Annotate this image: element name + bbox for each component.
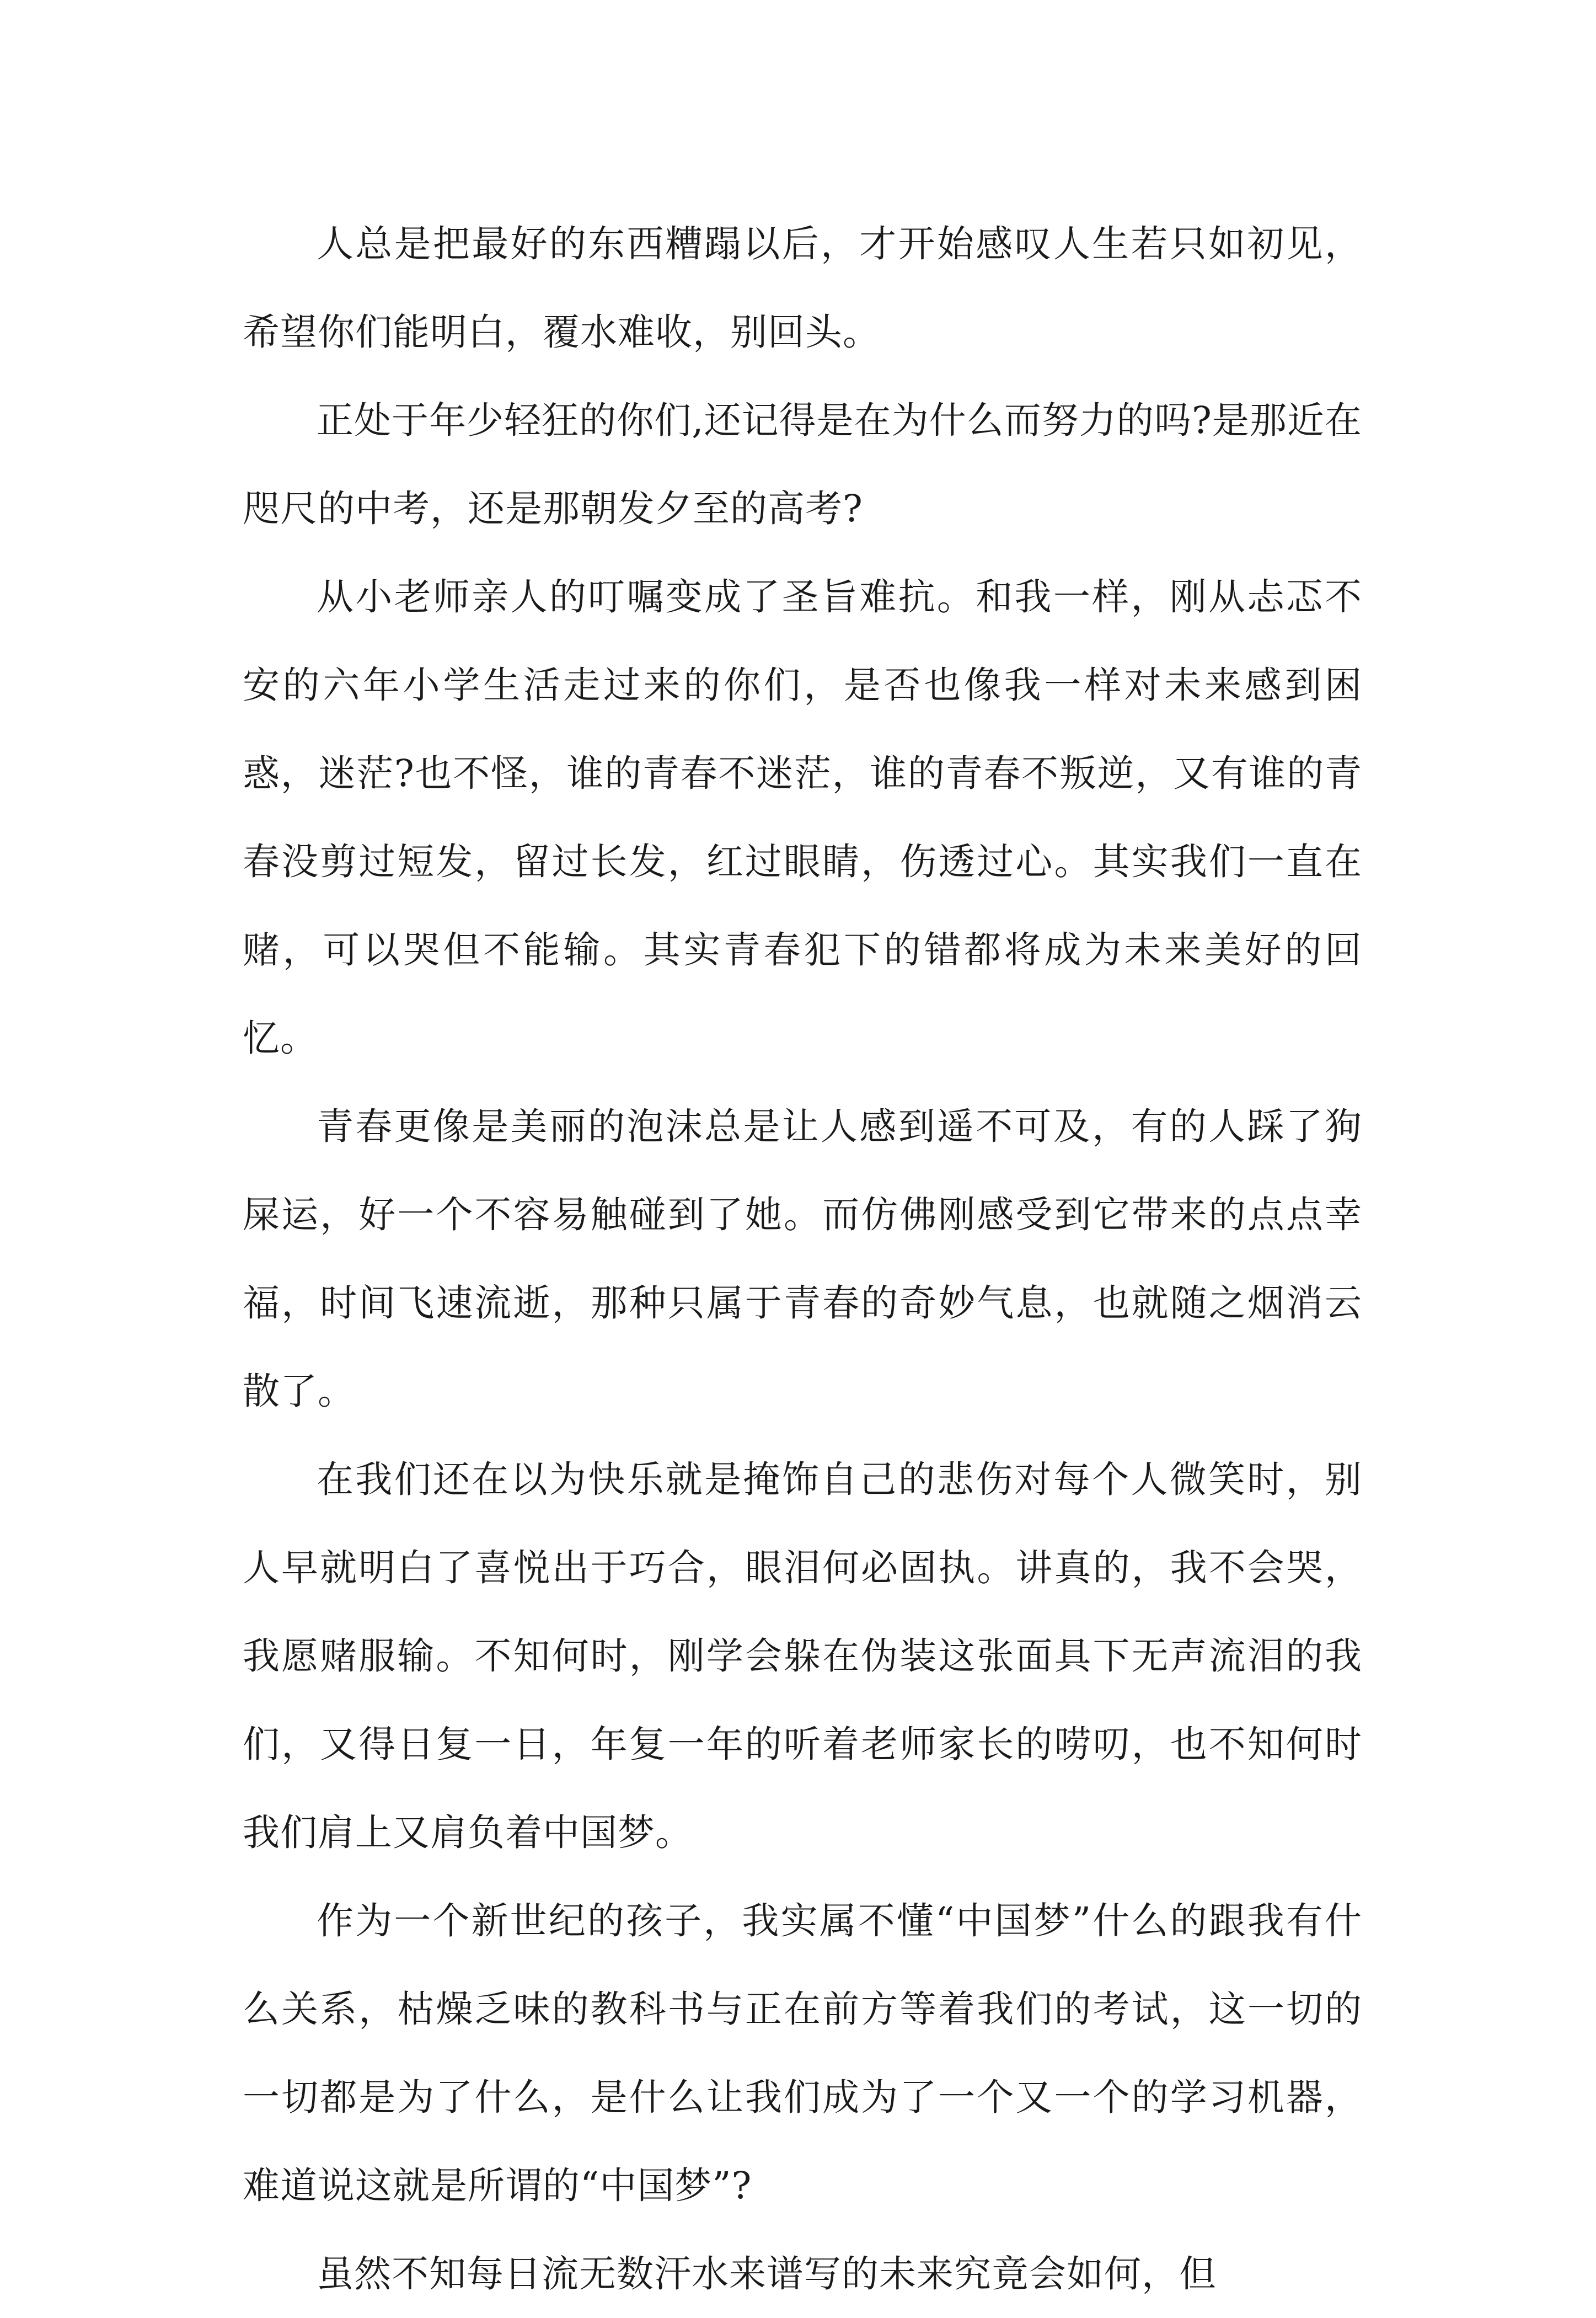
- paragraph: 在我们还在以为快乐就是掩饰自己的悲伤对每个人微笑时，别人早就明白了喜悦出于巧合，眼泪何必固执。讲真的，我不会哭，我愿赌服输。不知何时，刚学会躲在伪装这张面具下无声流泪的我们，又得日复一日，年复一年的听着老师家长的唠叨，也不知何时我们肩上又肩负着中国梦。: [243, 1458, 1362, 1854]
- paragraph: 虽然不知每日流无数汗水来谱写的未来究竟会如何，但: [317, 2252, 1217, 2295]
- paragraph: 青春更像是美丽的泡沫总是让人感到遥不可及，有的人踩了狗屎运，好一个不容易触碰到了她。而仿佛刚感受到它带来的点点幸福，时间飞速流逝，那种只属于青春的奇妙气息，也就随之烟消云散了。: [243, 1105, 1362, 1413]
- document-body: [243, 200, 1362, 2318]
- paragraph: 从小老师亲人的叮嘱变成了圣旨难抗。和我一样，刚从忐忑不安的六年小学生活走过来的你们，是否也像我一样对未来感到困惑，迷茫?也不怪，谁的青春不迷茫，谁的青春不叛逆，又有谁的青春没剪过短发，留过长发，红过眼睛，伤透过心。其实我们一直在赌，可以哭但不能输。其实青春犯下的错都将成为未来美好的回忆。: [243, 575, 1362, 1060]
- paragraph: 人总是把最好的东西糟蹋以后，才开始感叹人生若只如初见，希望你们能明白，覆水难收，别回头。: [243, 222, 1362, 354]
- paragraph: 正处于年少轻狂的你们,还记得是在为什么而努力的吗?是那近在咫尺的中考，还是那朝发夕至的高考?: [243, 399, 1362, 530]
- paragraph: 作为一个新世纪的孩子，我实属不懂“中国梦”什么的跟我有什么关系，枯燥乏味的教科书与正在前方等着我们的考试，这一切的一切都是为了什么，是什么让我们成为了一个又一个的学习机器，难道说这就是所谓的“中国梦”?: [243, 1899, 1362, 2207]
